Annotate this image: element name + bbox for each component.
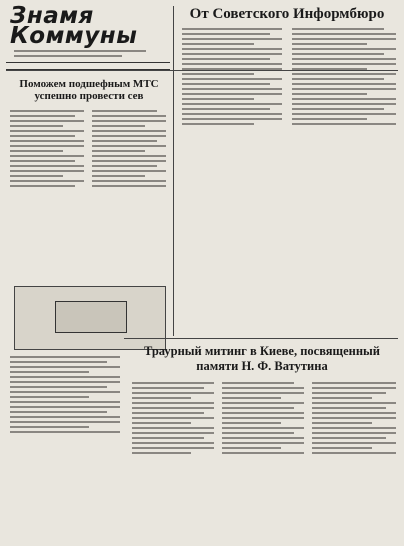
honor-board-illustration <box>55 301 127 333</box>
article-mts-col2 <box>92 110 166 190</box>
masthead-title-line1: Знамя <box>10 3 94 29</box>
article-kiev-col3 <box>312 382 396 457</box>
bottom-left-notices <box>10 356 120 436</box>
article-kiev-col1 <box>132 382 214 457</box>
headline-mts: Поможем подшефным МТС успешно провести сев <box>19 78 159 102</box>
masthead-issue-bar <box>6 62 170 70</box>
masthead-title-line2: Коммуны <box>10 23 138 49</box>
sovinform-col2 <box>292 28 396 128</box>
kiev-top-divider <box>124 338 398 339</box>
article-kiev-col2 <box>222 382 304 457</box>
headline-kiev-meeting: Траурный митинг в Киеве, посвященный памяти Н. Ф. Ватутина <box>143 344 381 373</box>
sovinform-col1 <box>182 28 282 128</box>
advertisement-box <box>14 286 166 350</box>
masthead <box>6 3 170 68</box>
article-mts-col1 <box>10 110 84 190</box>
masthead-subtitle <box>14 50 164 60</box>
headline-sovinformburo: От Советского Информбюро <box>189 6 385 22</box>
newspaper-page <box>6 3 398 540</box>
column-divider <box>173 6 174 336</box>
masthead-title <box>10 3 138 49</box>
